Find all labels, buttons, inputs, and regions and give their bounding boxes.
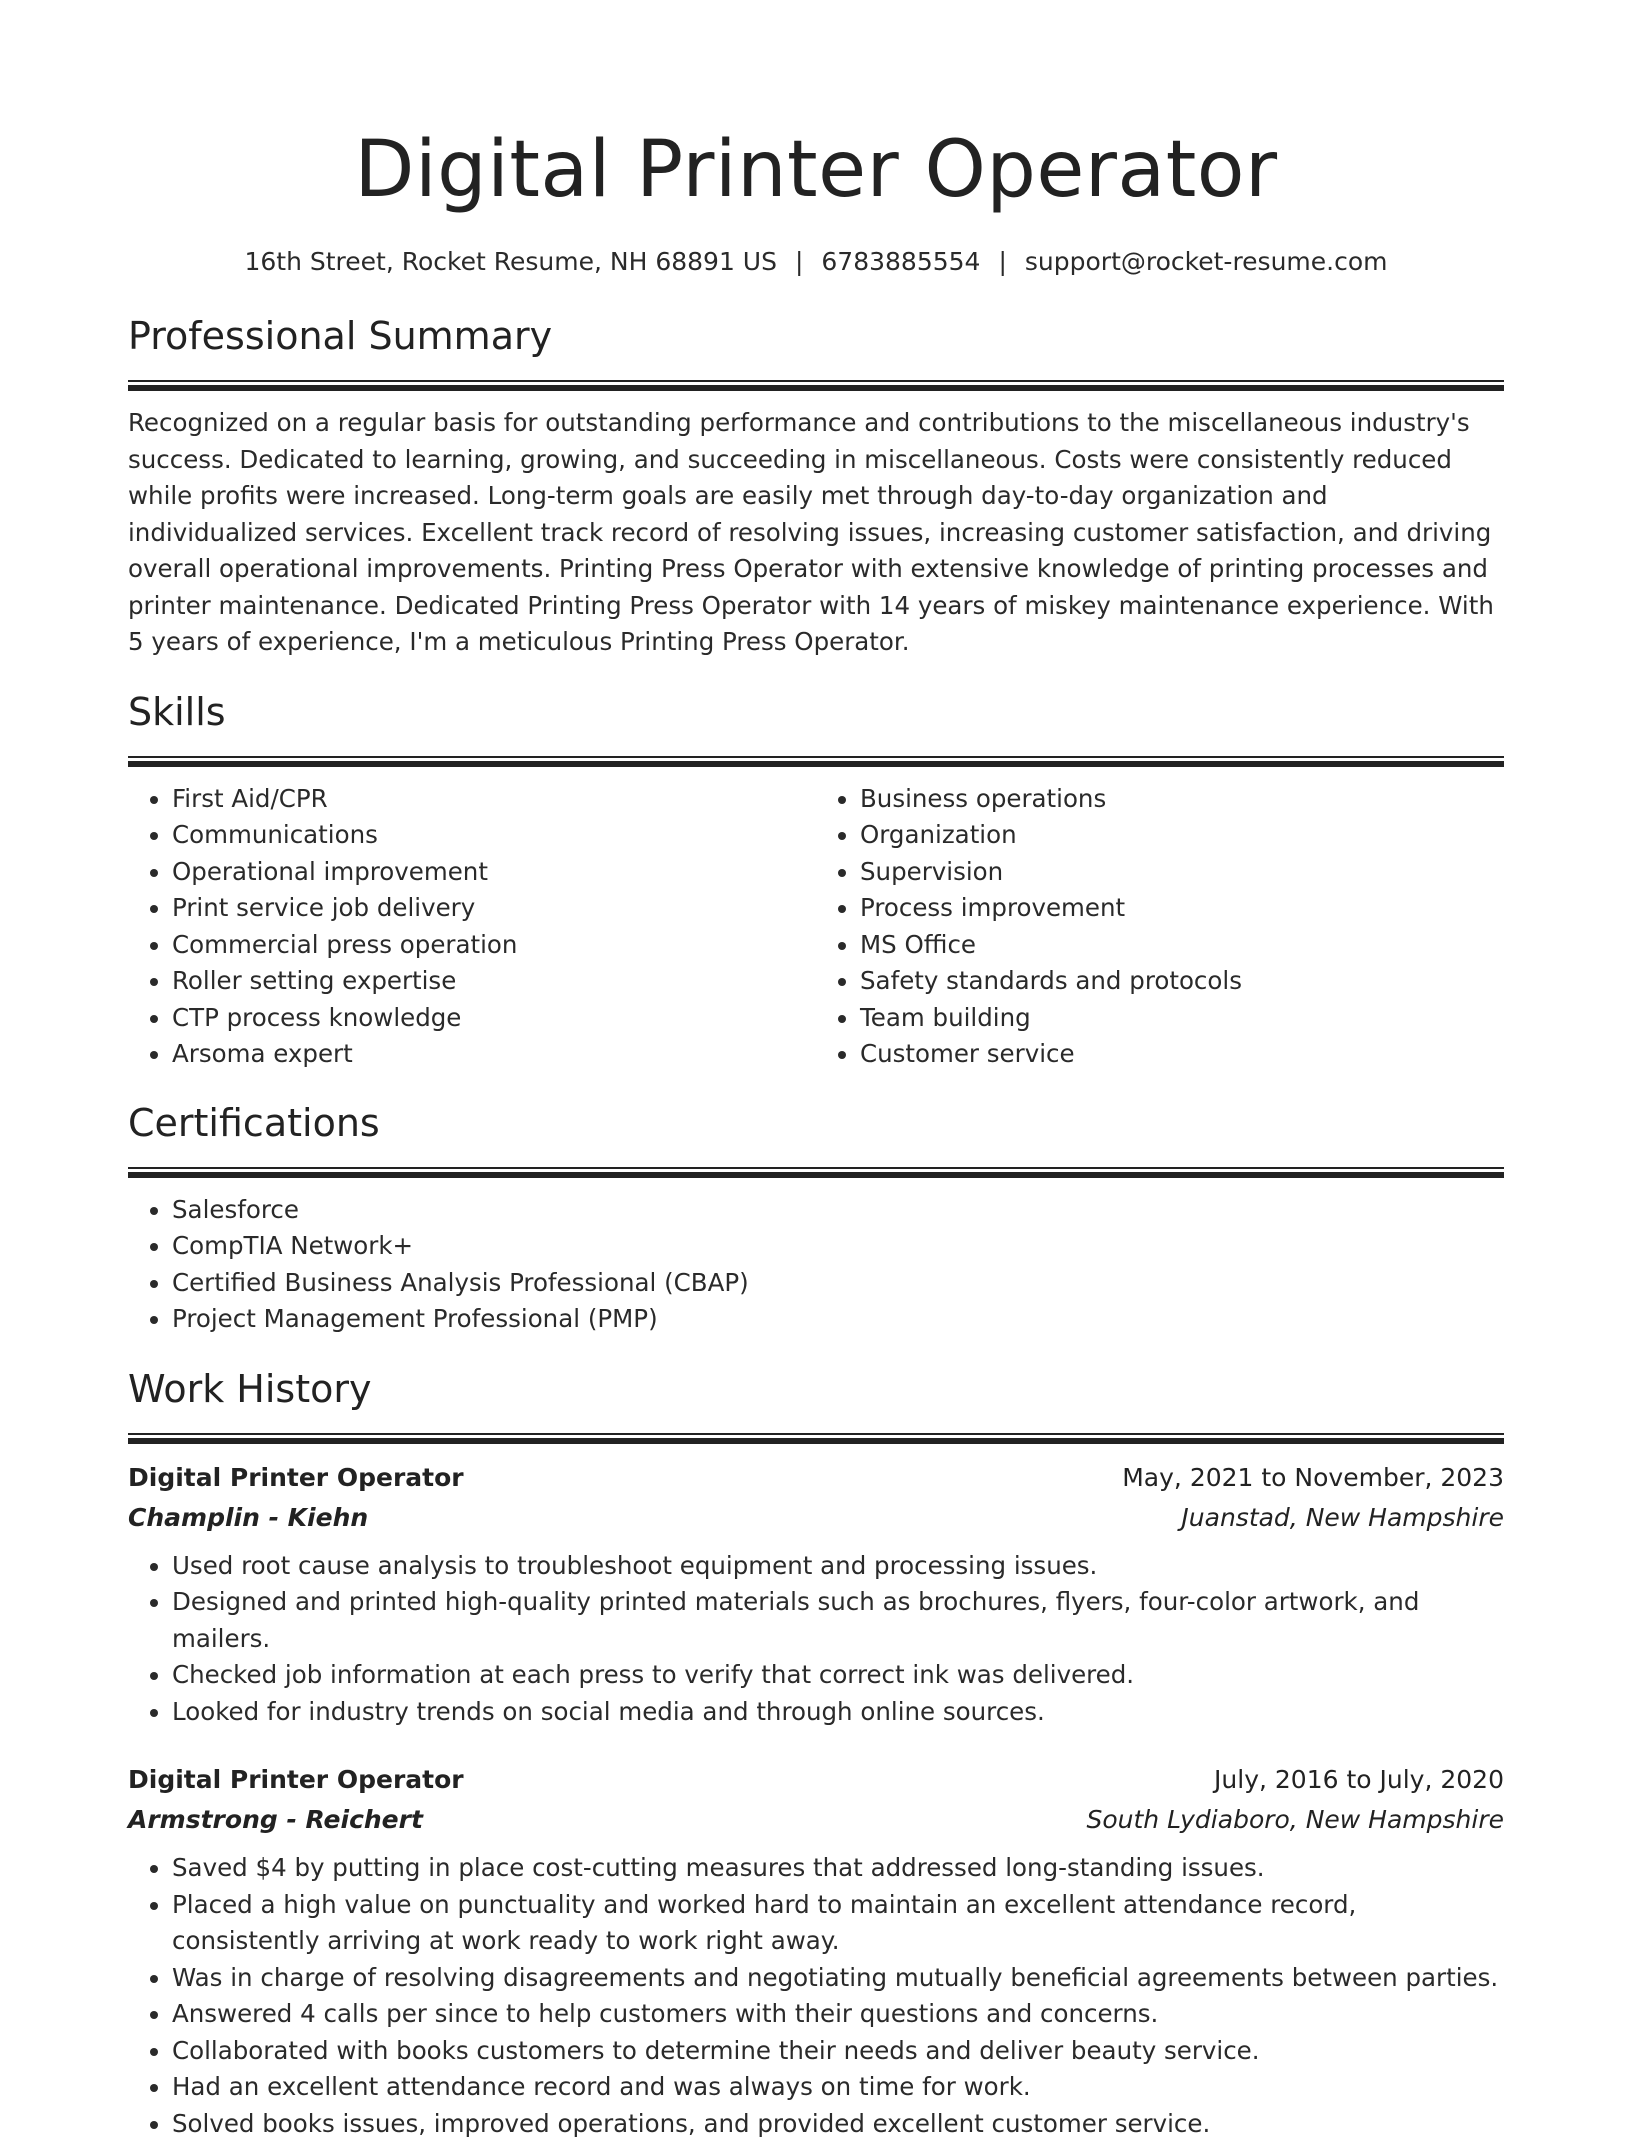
summary-text: Recognized on a regular basis for outstanding performance and contributions to the miscellaneous industry's success. Dedicated to learning, growing, and succeeding in miscellaneous. Costs were consistently reduced while profits were increased. Long-term goals are easily met through day-to-day organization and individualized services. Excellent track record of resolving issues, increasing customer satisfaction, and driving overall operational improvements. Printing Press Operator with extensive knowledge of printing processes and printer maintenance. Dedicated Printing Press Operator with 14 years of miskey maintenance experience. With 5 years of experience, I'm a meticulous Printing Press Operator.: [128, 405, 1504, 661]
job-bullet: • Saved $4 by putting in place cost-cutting measures that addressed long-standing issues.: [172, 1850, 1504, 1887]
certifications-list: [128, 1192, 1504, 1338]
skill-item: • Customer service: [860, 1036, 1504, 1073]
skills-column-right: [816, 781, 1504, 1073]
job-bullet-list: [128, 1850, 1504, 2142]
job-title: Digital Printer Operator: [128, 1760, 464, 1800]
skill-item: • Organization: [860, 817, 1504, 854]
contact-separator: |: [795, 246, 803, 278]
job-subheader-row: [128, 1498, 1504, 1538]
section-title-summary: Professional Summary: [128, 312, 1504, 360]
section-divider: [128, 756, 1504, 767]
job-bullet: • Solved books issues, improved operations, and provided excellent customer service.: [172, 2106, 1504, 2142]
job-company: Armstrong - Reichert: [128, 1800, 423, 1840]
certification-item: • Project Management Professional (PMP): [172, 1301, 1504, 1338]
skill-item: • Communications: [172, 817, 816, 854]
job-bullet: • Had an excellent attendance record and was always on time for work.: [172, 2069, 1504, 2106]
job-company: Champlin - Kiehn: [128, 1498, 368, 1538]
skills-grid: [128, 781, 1504, 1073]
skill-item: • Roller setting expertise: [172, 963, 816, 1000]
contact-line: [128, 246, 1504, 278]
certifications-section: [128, 1099, 1504, 1338]
section-divider: [128, 380, 1504, 391]
section-title-work-history: Work History: [128, 1365, 1504, 1413]
contact-phone: 6783885554: [821, 247, 980, 276]
skills-section: [128, 688, 1504, 1073]
job-bullet: • Placed a high value on punctuality and worked hard to maintain an excellent attendance record, consistently arriving at work ready to work right away.: [172, 1887, 1504, 1960]
skill-item: • Arsoma expert: [172, 1036, 816, 1073]
skills-column-left: [128, 781, 816, 1073]
job-bullet: • Looked for industry trends on social media and through online sources.: [172, 1694, 1504, 1731]
skill-item: • Team building: [860, 1000, 1504, 1037]
skill-item: • CTP process knowledge: [172, 1000, 816, 1037]
job-location: Juanstad, New Hampshire: [1181, 1498, 1504, 1538]
certification-item: • Certified Business Analysis Professional (CBAP): [172, 1265, 1504, 1302]
skill-item: • Commercial press operation: [172, 927, 816, 964]
section-title-skills: Skills: [128, 688, 1504, 736]
section-divider: [128, 1433, 1504, 1444]
job-header-row: [128, 1760, 1504, 1800]
skill-item: • Business operations: [860, 781, 1504, 818]
certification-item: • Salesforce: [172, 1192, 1504, 1229]
job-location: South Lydiaboro, New Hampshire: [1087, 1800, 1505, 1840]
job-entry: [128, 1760, 1504, 2142]
contact-address: 16th Street, Rocket Resume, NH 68891 US: [244, 247, 776, 276]
skill-item: • Supervision: [860, 854, 1504, 891]
section-title-certifications: Certifications: [128, 1099, 1504, 1147]
skill-item: • First Aid/CPR: [172, 781, 816, 818]
job-entry: [128, 1458, 1504, 1731]
job-dates: May, 2021 to November, 2023: [1122, 1458, 1504, 1498]
contact-email: support@rocket-resume.com: [1025, 247, 1388, 276]
section-divider: [128, 1167, 1504, 1178]
job-bullet: • Designed and printed high-quality printed materials such as brochures, flyers, four-color artwork, and mailers.: [172, 1584, 1504, 1657]
skill-item: • Safety standards and protocols: [860, 963, 1504, 1000]
job-bullet: • Collaborated with books customers to determine their needs and deliver beauty service.: [172, 2033, 1504, 2070]
contact-separator: |: [998, 246, 1006, 278]
job-dates: July, 2016 to July, 2020: [1214, 1760, 1504, 1800]
resume-name: Digital Printer Operator: [128, 0, 1504, 222]
job-bullet: • Was in charge of resolving disagreements and negotiating mutually beneficial agreements between parties.: [172, 1960, 1504, 1997]
skill-item: • Print service job delivery: [172, 890, 816, 927]
work-history-section: [128, 1365, 1504, 2142]
certification-item: • CompTIA Network+: [172, 1228, 1504, 1265]
job-subheader-row: [128, 1800, 1504, 1840]
skill-item: • Process improvement: [860, 890, 1504, 927]
job-bullet-list: [128, 1548, 1504, 1731]
job-bullet: • Checked job information at each press to verify that correct ink was delivered.: [172, 1657, 1504, 1694]
job-title: Digital Printer Operator: [128, 1458, 464, 1498]
skill-item: • Operational improvement: [172, 854, 816, 891]
skill-item: • MS Office: [860, 927, 1504, 964]
job-bullet: • Used root cause analysis to troubleshoot equipment and processing issues.: [172, 1548, 1504, 1585]
job-bullet: • Answered 4 calls per since to help customers with their questions and concerns.: [172, 1996, 1504, 2033]
job-header-row: [128, 1458, 1504, 1498]
summary-section: [128, 312, 1504, 661]
